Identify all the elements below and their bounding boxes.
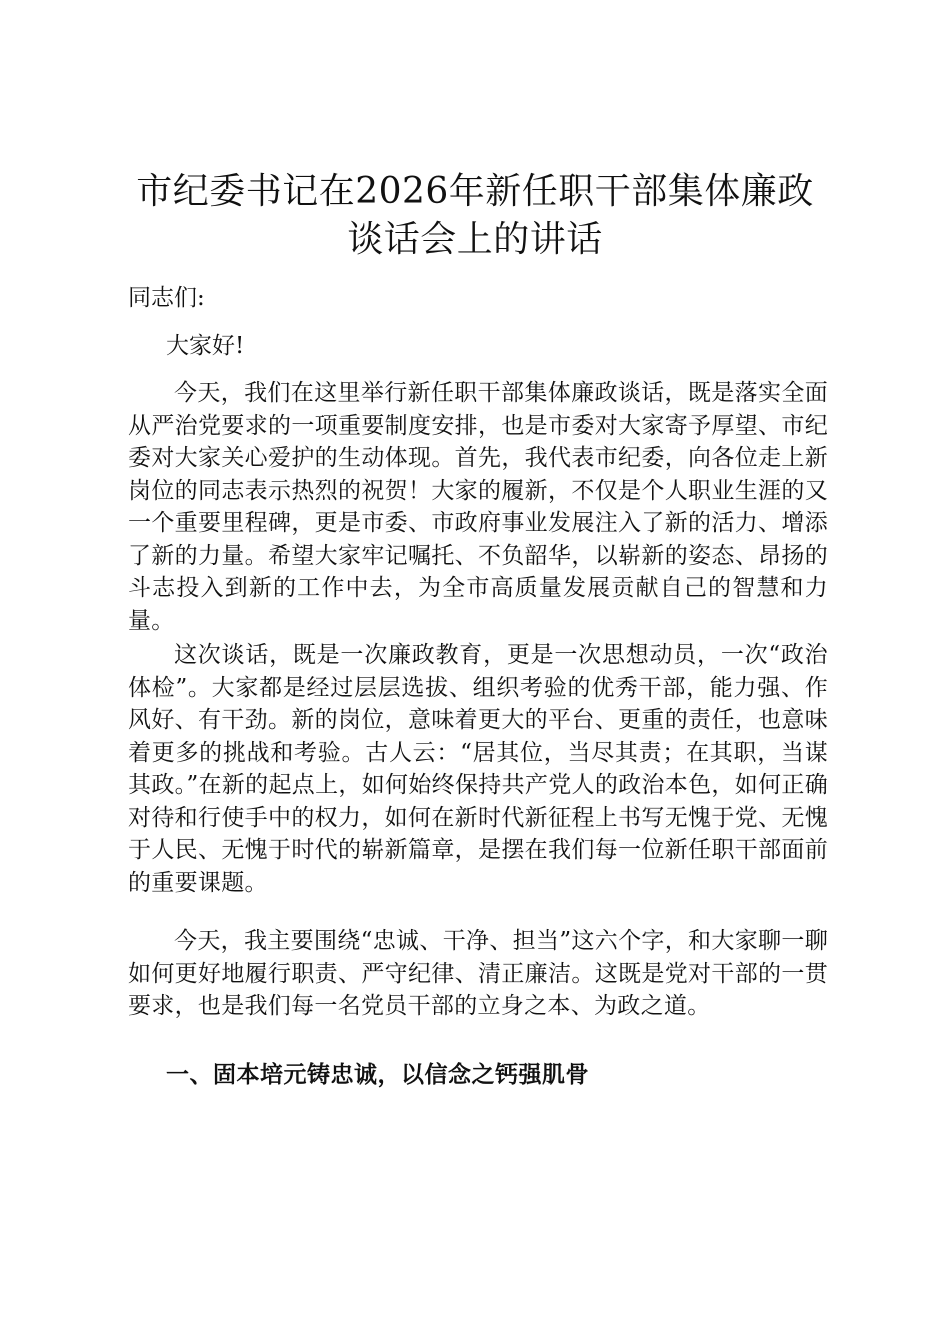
paragraph-3: 今天，我主要围绕“忠诚、干净、担当”这六个字，和大家聊一聊如何更好地履行职责、严守纪律、清正廉洁。这既是党对干部的一贯要求，也是我们每一名党员干部的立身之本、为政之道。 [128,928,828,1019]
paragraph-1: 今天，我们在这里举行新任职干部集体廉政谈话，既是落实全面从严治党要求的一项重要制度安排，也是市委对大家寄予厚望、市纪委对大家关心爱护的生动体现。首先，我代表市纪委，向各位走上新岗位的同志表示热烈的祝贺！大家的履新，不仅是个人职业生涯的又一个重要里程碑，更是市委、市政府事业发展注入了新的活力、增添了新的力量。希望大家牢记嘱托、不负韶华，以崭新的姿态、昂扬的斗志投入到新的工作中去，为全市高质量发展贡献自己的智慧和力量。 [128,380,828,634]
document-title: 市纪委书记在2026年新任职干部集体廉政谈话会上的讲话 [136,171,814,260]
paragraph-2: 这次谈话，既是一次廉政教育，更是一次思想动员，一次“政治体检”。大家都是经过层层选拔、组织考验的优秀干部，能力强、作风好、有干劲。新的岗位，意味着更大的平台、更重的责任，也意味着更多的挑战和考验。古人云：“居其位，当尽其责；在其职，当谋其政。”在新的起点上，如何始终保持共产党人的政治本色，如何正确对待和行使手中的权力，如何在新时代新征程上书写无愧于党、无愧于人民、无愧于时代的崭新篇章，是摆在我们每一位新任职干部面前的重要课题。 [128,642,828,896]
opening-greeting: 大家好! [166,333,245,359]
salutation: 同志们: [128,285,205,311]
section-heading: 一、固本培元铸忠诚，以信念之钙强肌骨 [166,1061,589,1088]
